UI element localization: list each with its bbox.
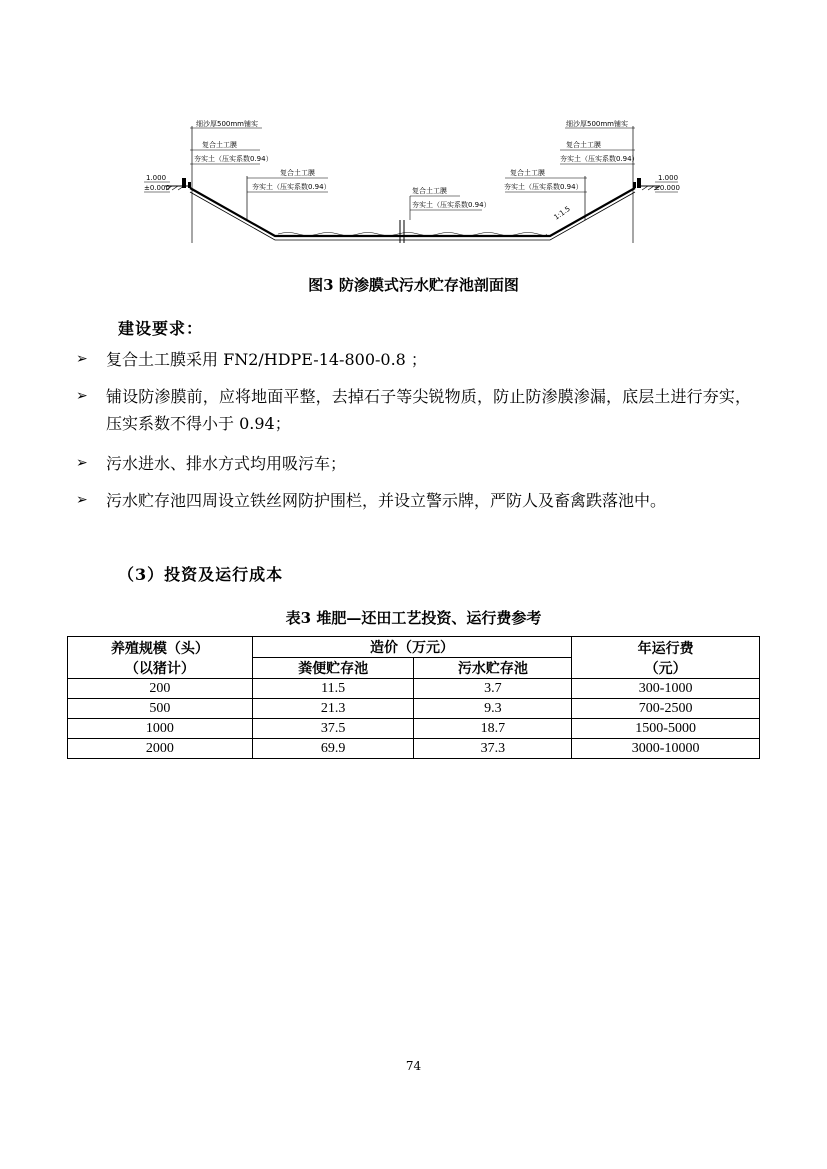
header-annual-line2: （元） — [644, 660, 687, 677]
table-row — [68, 679, 760, 699]
label-right-soil: 夯实土（压实系数0.94） — [560, 155, 639, 163]
cell-annual: 1500-5000 — [572, 719, 760, 739]
cell-sewage: 37.3 — [414, 739, 572, 759]
label-mid-right-membrane: 复合土工膜 — [510, 169, 545, 177]
cell-sewage: 9.3 — [414, 699, 572, 719]
pond-cross-section-diagram — [130, 108, 690, 253]
cost-table — [67, 636, 760, 759]
label-right-elev-0: ±0.000 — [654, 184, 680, 192]
label-mid-left-soil: 夯实土（压实系数0.94） — [252, 183, 331, 191]
cell-manure: 69.9 — [252, 739, 414, 759]
requirement-text: 复合土工膜采用 FN2/HDPE-14-800-0.8 ； — [106, 350, 427, 369]
arrow-bullet-icon: ➢ — [76, 492, 88, 508]
header-sewage-pool: 污水贮存池 — [414, 658, 572, 679]
arrow-bullet-icon: ➢ — [76, 351, 88, 367]
header-scale-line1: 养殖规模（头） — [110, 640, 209, 657]
header-cost: 造价（万元） — [252, 637, 572, 658]
label-right-top: 细沙厚500mm铺实 — [566, 120, 628, 128]
label-left-elev-1: 1.000 — [146, 174, 167, 182]
table-row — [68, 719, 760, 739]
label-left-membrane: 复合土工膜 — [202, 141, 237, 149]
requirement-text: 污水贮存池四周设立铁丝网防护围栏，并设立警示牌，严防人及畜禽跌落池中。 — [106, 491, 667, 510]
cell-manure: 11.5 — [252, 679, 414, 699]
figure-caption: 图3 防渗膜式污水贮存池剖面图 — [308, 276, 519, 294]
label-left-soil: 夯实土（压实系数0.94） — [194, 155, 273, 163]
arrow-bullet-icon: ➢ — [76, 455, 88, 471]
header-scale-line2: （以猪计） — [124, 660, 195, 677]
cell-scale: 1000 — [68, 719, 253, 739]
requirement-text: 污水进水、排水方式均用吸污车； — [106, 454, 347, 473]
table-title: 表3 堆肥—还田工艺投资、运行费参考 — [285, 609, 542, 627]
header-annual-line1: 年运行费 — [637, 640, 694, 657]
label-center-membrane: 复合土工膜 — [412, 187, 447, 195]
label-left-elev-0: ±0.000 — [144, 184, 170, 192]
label-mid-right-soil: 夯实土（压实系数0.94） — [504, 183, 583, 191]
cell-annual: 700-2500 — [572, 699, 760, 719]
requirement-text: 铺设防渗膜前，应将地面平整，去掉石子等尖锐物质，防止防渗膜渗漏，底层土进行夯实，压实系数不得小于 0.94； — [106, 387, 751, 433]
header-scale — [68, 637, 253, 679]
table-row — [68, 699, 760, 719]
table-row — [68, 739, 760, 759]
header-annual — [572, 637, 760, 679]
cell-scale: 200 — [68, 679, 253, 699]
header-manure-pool: 粪便贮存池 — [252, 658, 414, 679]
page-number: 74 — [405, 1059, 422, 1073]
label-center-soil: 夯实土（压实系数0.94） — [412, 201, 491, 209]
cell-scale: 500 — [68, 699, 253, 719]
arrow-bullet-icon: ➢ — [76, 388, 88, 404]
cell-annual: 300-1000 — [572, 679, 760, 699]
label-left-top: 细沙厚500mm铺实 — [196, 120, 258, 128]
cell-annual: 3000-10000 — [572, 739, 760, 759]
cell-manure: 21.3 — [252, 699, 414, 719]
subsection-heading: （3）投资及运行成本 — [118, 565, 284, 584]
cell-sewage: 3.7 — [414, 679, 572, 699]
label-right-elev-1: 1.000 — [658, 174, 679, 182]
cell-sewage: 18.7 — [414, 719, 572, 739]
cell-manure: 37.5 — [252, 719, 414, 739]
label-slope: 1:1.5 — [552, 204, 572, 222]
cell-scale: 2000 — [68, 739, 253, 759]
label-right-membrane: 复合土工膜 — [566, 141, 601, 149]
label-mid-left-membrane: 复合土工膜 — [280, 169, 315, 177]
section-heading: 建设要求： — [118, 319, 204, 338]
